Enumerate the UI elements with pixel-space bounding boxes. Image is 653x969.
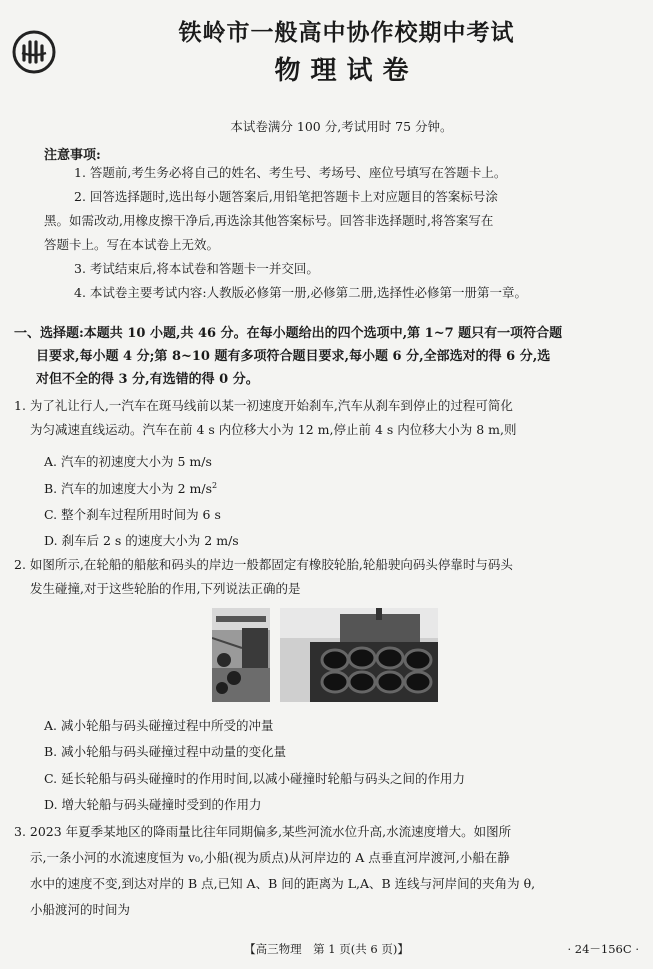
question-3-line: 小船渡河的时间为 (30, 902, 131, 917)
note-line: 1. 答题前,考生务必将自己的姓名、考生号、考场号、座位号填写在答题卡上。 (74, 165, 507, 180)
q1-option-c: C. 整个刹车过程所用时间为 6 s (44, 507, 221, 522)
exam-code: · 24－156C · (567, 942, 639, 956)
page-footer: 【高三物理 第 1 页(共 6 页)】 (244, 942, 409, 956)
q2-option-b: B. 减小轮船与码头碰撞过程中动量的变化量 (44, 744, 287, 759)
section-line: 对但不全的得 3 分,有选错的得 0 分。 (36, 372, 259, 387)
question-1-line: 1. 为了礼让行人,一汽车在斑马线前以某一初速度开始刹车,汽车从刹车到停止的过程可简化 (14, 398, 513, 413)
q2-option-c: C. 延长轮船与码头碰撞时的作用时间,以减小碰撞时轮船与码头之间的作用力 (44, 771, 466, 786)
notes-heading: 注意事项: (44, 148, 101, 163)
question-3-line: 水中的速度不变,到达对岸的 B 点,已知 A、B 间的距离为 L,A、B 连线与河岸间的夹角为 θ, (30, 876, 536, 891)
question-2-line: 发生碰撞,对于这些轮胎的作用,下列说法正确的是 (30, 581, 301, 596)
note-line: 黑。如需改动,用橡皮擦干净后,再选涂其他答案标号。回答非选择题时,将答案写在 (44, 213, 494, 228)
q1-option-b-sup: 2 (212, 480, 218, 490)
q1-option-b-text: B. 汽车的加速度大小为 2 m/s (44, 481, 213, 496)
question-3-line: 3. 2023 年夏季某地区的降雨量比往年同期偏多,某些河流水位升高,水流速度增大。如图所 (14, 824, 512, 839)
dock-tires-photo (212, 608, 270, 702)
note-line: 答题卡上。写在本试卷上无效。 (44, 237, 220, 252)
section-instructions (14, 322, 640, 391)
question-2-line: 2. 如图所示,在轮船的船舷和码头的岸边一般都固定有橡胶轮胎,轮船驶向码头停靠时与码头 (14, 557, 513, 572)
question-1-line: 为匀减速直线运动。汽车在前 4 s 内位移大小为 12 m,停止前 4 s 内位移大小为 8 m,则 (30, 422, 517, 437)
note-line: 2. 回答选择题时,选出每小题答案后,用铅笔把答题卡上对应题目的答案标号涂 (74, 189, 498, 204)
exam-title: 铁岭市一般高中协作校期中考试 (178, 19, 515, 46)
q2-option-a: A. 减小轮船与码头碰撞过程中所受的冲量 (44, 718, 274, 733)
subject-title: 物理试卷 (274, 56, 419, 86)
q1-option-d: D. 刹车后 2 s 的速度大小为 2 m/s (44, 533, 239, 548)
q1-option-a: A. 汽车的初速度大小为 5 m/s (44, 454, 212, 469)
exam-info: 本试卷满分 100 分,考试用时 75 分钟。 (230, 119, 453, 134)
note-line: 4. 本试卷主要考试内容:人教版必修第一册,必修第二册,选择性必修第一册第一章。 (74, 285, 528, 300)
section-line: 目要求,每小题 4 分;第 8~10 题有多项符合题目要求,每小题 6 分,全部选对的得 6 分,选 (36, 349, 551, 364)
q1-option-b (44, 479, 217, 497)
q2-option-d: D. 增大轮船与码头碰撞时受到的作用力 (44, 797, 262, 812)
ship-tires-photo (280, 608, 438, 702)
note-line: 3. 考试结束后,将本试卷和答题卡一并交回。 (74, 261, 319, 276)
question-3-line: 示,一条小河的水流速度恒为 v₀,小船(视为质点)从河岸边的 A 点垂直河岸渡河,小船在静 (30, 850, 510, 865)
section-line: 一、选择题:本题共 10 小题,共 46 分。在每小题给出的四个选项中,第 1~7 题只有一项符合题 (14, 326, 563, 341)
